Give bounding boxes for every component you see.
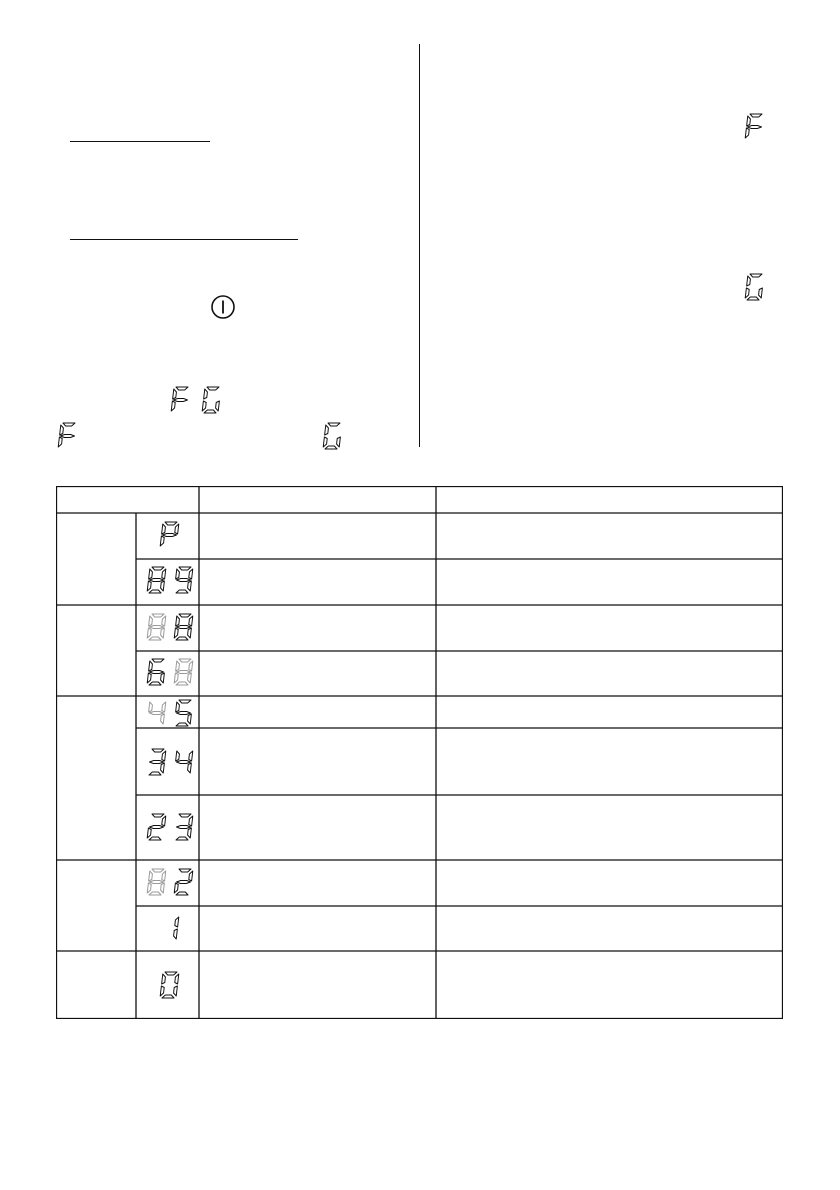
segment-g [61,435,75,438]
heat-level-display [159,914,180,942]
segment-e [160,986,164,996]
segment-g [150,881,164,884]
segment-d [176,837,188,840]
seven-segment-glyph [173,699,194,727]
segment-b [162,702,166,712]
segment-d [149,837,161,840]
segment-a [152,749,164,752]
segment-b [162,569,166,579]
segment-f [325,425,329,435]
segment-b [162,616,166,626]
segment-e [58,437,62,447]
heading-underline-1 [70,141,210,142]
segment-g [177,712,191,715]
segment-e [174,628,178,638]
segment-b [162,816,166,826]
seven-segment-display-g [201,386,222,414]
segment-c [759,288,763,298]
seven-segment-glyph [146,868,167,896]
segment-c [161,581,165,591]
segment-c [161,628,165,638]
segment-e [147,828,151,838]
segment-d [204,410,216,413]
segment-b [162,751,166,761]
heat-level-display [146,699,167,727]
segment-c [161,673,165,683]
segment-a [152,869,164,872]
segment-g [163,534,177,537]
segment-d [176,590,188,593]
column-divider [419,44,420,447]
segment-f [176,751,180,761]
segment-f [149,871,153,881]
seven-segment-glyph [57,422,78,450]
segment-e [745,288,749,298]
segment-g [177,579,191,582]
segment-f [176,702,180,712]
segment-c [161,714,165,724]
segment-c [161,763,165,773]
seven-segment-glyph [173,566,194,594]
heat-level-display [173,748,194,776]
segment-f [747,116,751,126]
segment-a [207,387,219,390]
segment-f [149,569,153,579]
segment-g [150,712,164,715]
segment-b [189,751,193,761]
seven-segment-glyph [146,566,167,594]
segment-f [162,974,166,984]
segment-f [149,702,153,712]
segment-f [176,661,180,671]
seven-segment-display-g [744,273,765,301]
segment-g [150,579,164,582]
segment-f [176,616,180,626]
segment-d [176,892,188,895]
segment-d [149,892,161,895]
seven-segment-display-f [170,386,191,414]
segment-b [175,974,179,984]
segment-f [149,616,153,626]
heat-level-display [146,868,167,896]
segment-e [160,536,164,546]
segment-g [177,761,191,764]
segment-a [179,814,191,817]
seven-segment-glyph [201,386,222,414]
segment-a [165,972,177,975]
segment-f [173,389,177,399]
segment-b [189,616,193,626]
heat-level-display [146,658,167,686]
segment-a [165,522,177,525]
seven-segment-glyph [173,748,194,776]
segment-c [188,828,192,838]
heat-level-display [146,813,167,841]
segment-e [171,401,175,411]
segment-b [189,871,193,881]
segment-a [179,869,191,872]
seven-segment-display-f [744,113,765,141]
segment-d [176,637,188,640]
segment-f [60,425,64,435]
segment-b [189,661,193,671]
segment-e [202,401,206,411]
segment-e [323,437,327,447]
segment-c [188,714,192,724]
segment-g [177,626,191,629]
power-icon [210,294,236,325]
seven-segment-glyph [173,613,194,641]
segment-f [204,389,208,399]
seven-segment-glyph [146,658,167,686]
heat-level-display [173,813,194,841]
segment-d [325,446,337,449]
segment-g [150,826,164,829]
segment-g [150,761,164,764]
segment-a [152,659,164,662]
segment-a [750,114,762,117]
segment-g [177,881,191,884]
heading-underline-2 [70,239,298,240]
segment-g [174,399,188,402]
seven-segment-glyph [173,813,194,841]
segment-a [328,423,340,426]
segment-g [177,826,191,829]
segment-e [147,883,151,893]
seven-segment-glyph [170,386,191,414]
segment-a [176,387,188,390]
segment-b [175,524,179,534]
segment-a [152,814,164,817]
segment-d [149,772,161,775]
heat-level-display [146,613,167,641]
segment-e [147,673,151,683]
heat-level-display [173,613,194,641]
segment-e [745,128,749,138]
segment-a [152,567,164,570]
segment-g [748,126,762,129]
seven-segment-glyph [146,813,167,841]
segment-d [149,590,161,593]
heat-level-display [173,658,194,686]
segment-g [150,626,164,629]
segment-g [150,671,164,674]
heat-level-display [146,566,167,594]
segment-d [747,297,759,300]
segment-d [162,995,174,998]
seven-segment-glyph [322,422,343,450]
segment-d [149,637,161,640]
heat-level-display [159,971,180,999]
segment-c [161,883,165,893]
segment-c [188,581,192,591]
seven-segment-glyph [146,613,167,641]
seven-segment-glyph [159,914,180,942]
segment-c [188,628,192,638]
seven-segment-display-f [57,422,78,450]
heat-level-display [173,699,194,727]
segment-c [174,929,178,939]
segment-e [147,581,151,591]
segment-c [337,437,341,447]
seven-segment-glyph [744,273,765,301]
segment-e [174,673,178,683]
segment-c [174,986,178,996]
seven-segment-glyph [146,699,167,727]
segment-b [162,871,166,881]
heat-level-display [159,521,180,549]
segment-b [189,569,193,579]
segment-e [174,883,178,893]
seven-segment-glyph [173,868,194,896]
heat-level-display [173,566,194,594]
segment-g [177,671,191,674]
heat-settings-table [56,486,783,1019]
segment-a [152,614,164,617]
segment-f [162,524,166,534]
seven-segment-glyph [159,971,180,999]
heat-level-display [146,748,167,776]
segment-d [176,682,188,685]
segment-e [147,628,151,638]
segment-f [747,276,751,286]
segment-c [216,401,220,411]
segment-f [149,661,153,671]
heat-level-display [173,868,194,896]
segment-c [188,673,192,683]
segment-a [179,700,191,703]
segment-a [179,659,191,662]
segment-f [176,569,180,579]
segment-a [63,423,75,426]
seven-segment-glyph [173,658,194,686]
segment-b [175,917,179,927]
segment-a [750,274,762,277]
segment-d [149,682,161,685]
seven-segment-glyph [744,113,765,141]
seven-segment-glyph [159,521,180,549]
seven-segment-glyph [146,748,167,776]
segment-a [179,614,191,617]
segment-c [188,763,192,773]
seven-segment-display-g [322,422,343,450]
segment-d [176,723,188,726]
segment-a [179,567,191,570]
segment-b [189,816,193,826]
